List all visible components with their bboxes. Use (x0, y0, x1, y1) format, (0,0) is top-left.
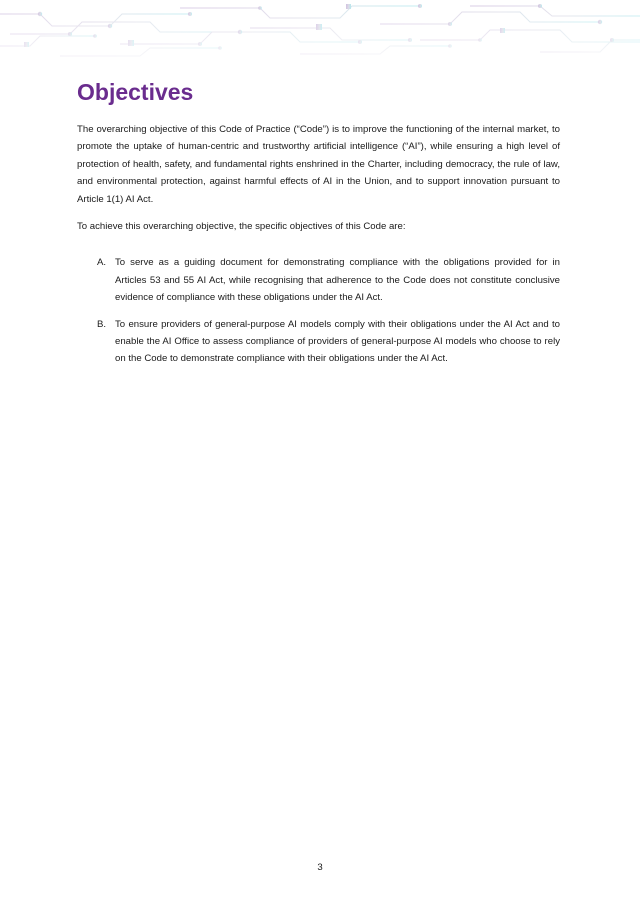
list-item (97, 254, 560, 306)
list-marker: B. (97, 318, 107, 330)
document-body (77, 78, 560, 377)
list-item (97, 316, 560, 368)
list-item-text: To ensure providers of general-purpose AI models comply with their obligations under the AI Act and to enable the AI Office to assess compliance of providers of general-purpose AI models who choose to rely on the Code to demonstrate compliance with their obligations under the AI Act. (115, 318, 560, 365)
list-marker: A. (97, 257, 107, 269)
specific-objectives-intro: To achieve this overarching objective, the specific objectives of this Code are: (77, 221, 406, 233)
objectives-list (77, 254, 560, 367)
section-heading: Objectives (77, 79, 194, 105)
circuit-board-pattern-icon (0, 0, 640, 66)
page-number: 3 (317, 862, 323, 873)
list-item-text: To serve as a guiding document for demonstrating compliance with the obligations provided for in Articles 53 and 55 AI Act, while recognising that adherence to the Code does not constitute conclusive evidence of compliance with these obligations under the AI Act. (115, 257, 560, 304)
objective-paragraph: The overarching objective of this Code of Practice (“Code”) is to improve the functioning of the internal market, to promote the uptake of human-centric and trustworthy artificial intelligence (“AI”), while ensuring a high level of protection of health, safety, and fundamental rights enshrined in the Charter, including democracy, the rule of law, and environmental protection, against harmful effects of AI in the Union, and to support innovation pursuant to Article 1(1) AI Act. (77, 124, 560, 205)
circuit-banner (0, 0, 640, 66)
